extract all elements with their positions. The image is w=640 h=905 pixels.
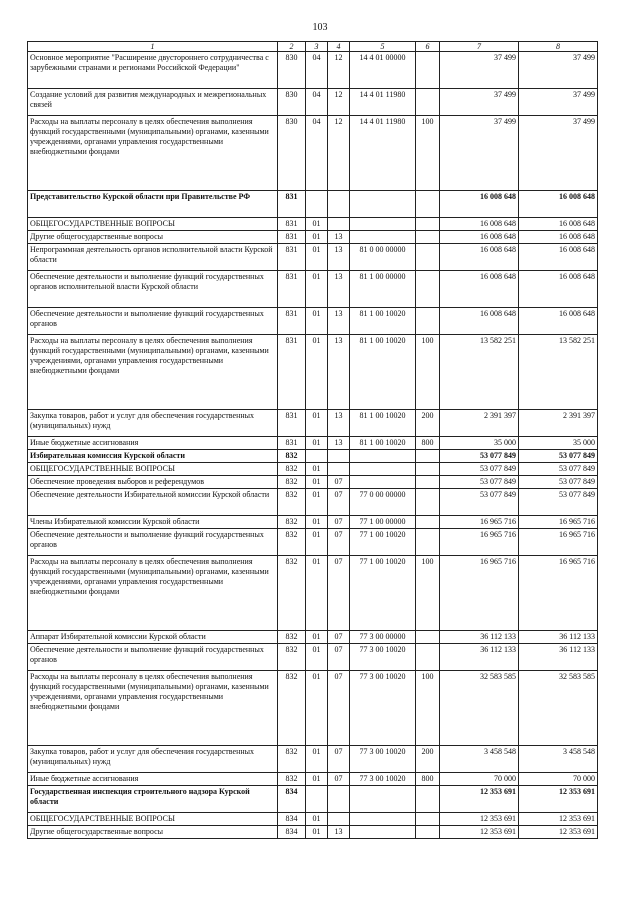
cell-target-item (350, 231, 416, 244)
cell-amount-7: 16 965 716 (440, 529, 519, 556)
cell-target-item: 77 3 00 00000 (350, 631, 416, 644)
table-row (28, 218, 598, 231)
cell-subsection: 13 (328, 308, 350, 335)
table-row (28, 746, 598, 773)
cell-amount-7: 13 582 251 (440, 335, 519, 410)
cell-name: Избирательная комиссия Курской области (28, 450, 278, 463)
cell-subsection: 13 (328, 244, 350, 271)
cell-target-item: 77 1 00 00000 (350, 516, 416, 529)
cell-name: Обеспечение деятельности и выполнение функций государственных органов (28, 308, 278, 335)
cell-name: Обеспечение деятельности и выполнение функций государственных органов (28, 529, 278, 556)
cell-ministry-code: 830 (278, 89, 306, 116)
cell-target-item: 77 3 00 10020 (350, 746, 416, 773)
cell-name: Аппарат Избирательной комиссии Курской области (28, 631, 278, 644)
cell-target-item: 14 4 01 00000 (350, 52, 416, 89)
cell-section: 01 (306, 746, 328, 773)
cell-name: Представительство Курской области при Правительстве РФ (28, 191, 278, 218)
table-row (28, 271, 598, 308)
cell-name: Иные бюджетные ассигнования (28, 437, 278, 450)
cell-ministry-code: 832 (278, 556, 306, 631)
cell-amount-7: 16 008 648 (440, 218, 519, 231)
cell-subsection (328, 786, 350, 813)
cell-amount-8: 12 353 691 (519, 786, 598, 813)
cell-name: Обеспечение деятельности и выполнение функций государственных органов (28, 644, 278, 671)
cell-target-item: 81 1 00 10020 (350, 335, 416, 410)
cell-name: ОБЩЕГОСУДАРСТВЕННЫЕ ВОПРОСЫ (28, 463, 278, 476)
cell-amount-7: 16 965 716 (440, 516, 519, 529)
table-row (28, 529, 598, 556)
cell-expense-type (416, 231, 440, 244)
cell-expense-type (416, 52, 440, 89)
cell-target-item (350, 218, 416, 231)
cell-expense-type: 800 (416, 773, 440, 786)
cell-section: 01 (306, 335, 328, 410)
cell-ministry-code: 832 (278, 746, 306, 773)
cell-amount-8: 36 112 133 (519, 631, 598, 644)
cell-section: 01 (306, 773, 328, 786)
cell-ministry-code: 832 (278, 516, 306, 529)
cell-name: Расходы на выплаты персоналу в целях обеспечения выполнения функций государственными (муниципальными) органами, казенными учреждениями, органами управления государственными внебюджетными фондами (28, 116, 278, 191)
cell-amount-8: 16 008 648 (519, 218, 598, 231)
cell-subsection: 13 (328, 271, 350, 308)
table-row (28, 231, 598, 244)
cell-ministry-code: 832 (278, 489, 306, 516)
table-row (28, 191, 598, 218)
cell-amount-8: 3 458 548 (519, 746, 598, 773)
cell-target-item: 81 1 00 10020 (350, 308, 416, 335)
cell-subsection: 07 (328, 746, 350, 773)
cell-section: 01 (306, 489, 328, 516)
cell-section: 01 (306, 218, 328, 231)
cell-amount-7: 12 353 691 (440, 826, 519, 839)
cell-section: 01 (306, 644, 328, 671)
cell-ministry-code: 831 (278, 271, 306, 308)
cell-expense-type (416, 813, 440, 826)
cell-subsection (328, 463, 350, 476)
cell-section: 04 (306, 89, 328, 116)
cell-expense-type: 100 (416, 556, 440, 631)
cell-subsection: 07 (328, 644, 350, 671)
table-row (28, 450, 598, 463)
cell-amount-7: 12 353 691 (440, 813, 519, 826)
cell-amount-8: 37 499 (519, 52, 598, 89)
cell-name: Расходы на выплаты персоналу в целях обеспечения выполнения функций государственными (муниципальными) органами, казенными учреждениями, органами управления государственными внебюджетными фондами (28, 335, 278, 410)
cell-expense-type: 200 (416, 746, 440, 773)
table-row (28, 476, 598, 489)
cell-section: 01 (306, 516, 328, 529)
cell-subsection (328, 450, 350, 463)
cell-subsection (328, 218, 350, 231)
cell-section: 01 (306, 813, 328, 826)
cell-expense-type: 200 (416, 410, 440, 437)
cell-section: 01 (306, 671, 328, 746)
cell-amount-8: 32 583 585 (519, 671, 598, 746)
cell-ministry-code: 830 (278, 52, 306, 89)
cell-name: Иные бюджетные ассигнования (28, 773, 278, 786)
cell-section: 01 (306, 410, 328, 437)
cell-subsection (328, 191, 350, 218)
cell-ministry-code: 831 (278, 335, 306, 410)
cell-target-item: 77 1 00 10020 (350, 556, 416, 631)
cell-section: 04 (306, 116, 328, 191)
cell-amount-7: 16 008 648 (440, 308, 519, 335)
cell-subsection: 13 (328, 335, 350, 410)
table-row (28, 631, 598, 644)
cell-amount-7: 2 391 397 (440, 410, 519, 437)
cell-amount-7: 53 077 849 (440, 463, 519, 476)
cell-expense-type: 800 (416, 437, 440, 450)
table-row (28, 52, 598, 89)
table-row (28, 308, 598, 335)
cell-section: 01 (306, 437, 328, 450)
cell-expense-type (416, 463, 440, 476)
cell-amount-7: 12 353 691 (440, 786, 519, 813)
cell-amount-7: 16 008 648 (440, 231, 519, 244)
cell-name: Обеспечение деятельности и выполнение функций государственных органов исполнительной власти Курской области (28, 271, 278, 308)
cell-amount-7: 36 112 133 (440, 631, 519, 644)
column-header: 3 (306, 42, 328, 52)
cell-section: 01 (306, 463, 328, 476)
cell-subsection: 07 (328, 671, 350, 746)
column-header: 5 (350, 42, 416, 52)
cell-amount-8: 37 499 (519, 116, 598, 191)
cell-amount-7: 37 499 (440, 52, 519, 89)
cell-target-item: 77 3 00 10020 (350, 671, 416, 746)
cell-amount-7: 16 008 648 (440, 244, 519, 271)
cell-ministry-code: 834 (278, 813, 306, 826)
cell-section: 01 (306, 476, 328, 489)
cell-name: Обеспечение деятельности Избирательной комиссии Курской области (28, 489, 278, 516)
cell-target-item: 81 0 00 00000 (350, 244, 416, 271)
cell-section (306, 786, 328, 813)
cell-name: ОБЩЕГОСУДАРСТВЕННЫЕ ВОПРОСЫ (28, 813, 278, 826)
cell-subsection: 07 (328, 556, 350, 631)
cell-name: Государственная инспекция строительного надзора Курской области (28, 786, 278, 813)
cell-ministry-code: 830 (278, 116, 306, 191)
cell-amount-7: 3 458 548 (440, 746, 519, 773)
cell-subsection: 13 (328, 410, 350, 437)
cell-name: Другие общегосударственные вопросы (28, 826, 278, 839)
table-row (28, 335, 598, 410)
cell-target-item: 77 1 00 10020 (350, 529, 416, 556)
cell-amount-8: 2 391 397 (519, 410, 598, 437)
cell-subsection: 12 (328, 89, 350, 116)
cell-target-item: 14 4 01 11980 (350, 89, 416, 116)
table-row (28, 644, 598, 671)
cell-amount-8: 16 965 716 (519, 516, 598, 529)
cell-amount-7: 16 008 648 (440, 271, 519, 308)
cell-ministry-code: 831 (278, 308, 306, 335)
cell-target-item: 14 4 01 11980 (350, 116, 416, 191)
cell-section: 01 (306, 244, 328, 271)
table-row (28, 671, 598, 746)
table-row (28, 89, 598, 116)
cell-amount-8: 53 077 849 (519, 489, 598, 516)
cell-target-item: 81 1 00 10020 (350, 437, 416, 450)
cell-target-item: 77 0 00 00000 (350, 489, 416, 516)
budget-table (27, 41, 598, 839)
cell-amount-8: 12 353 691 (519, 826, 598, 839)
cell-name: Основное мероприятие "Расширение двустороннего сотрудничества с зарубежными странами и регионами Российской Федерации" (28, 52, 278, 89)
column-header: 1 (28, 42, 278, 52)
cell-subsection: 12 (328, 116, 350, 191)
column-header: 6 (416, 42, 440, 52)
cell-ministry-code: 832 (278, 644, 306, 671)
cell-name: Закупка товаров, работ и услуг для обеспечения государственных (муниципальных) нужд (28, 746, 278, 773)
cell-target-item: 81 1 00 10020 (350, 410, 416, 437)
table-row (28, 463, 598, 476)
table-row (28, 244, 598, 271)
cell-amount-7: 32 583 585 (440, 671, 519, 746)
cell-name: Создание условий для развития международных и межрегиональных связей (28, 89, 278, 116)
cell-expense-type: 100 (416, 671, 440, 746)
cell-subsection: 13 (328, 826, 350, 839)
cell-amount-8: 37 499 (519, 89, 598, 116)
cell-amount-8: 35 000 (519, 437, 598, 450)
cell-target-item (350, 476, 416, 489)
cell-amount-8: 16 008 648 (519, 244, 598, 271)
cell-expense-type (416, 476, 440, 489)
cell-expense-type (416, 516, 440, 529)
cell-expense-type (416, 631, 440, 644)
cell-section: 01 (306, 631, 328, 644)
cell-expense-type (416, 271, 440, 308)
cell-target-item (350, 826, 416, 839)
cell-amount-8: 36 112 133 (519, 644, 598, 671)
cell-amount-8: 53 077 849 (519, 463, 598, 476)
table-row (28, 773, 598, 786)
cell-subsection: 07 (328, 476, 350, 489)
table-row (28, 437, 598, 450)
cell-subsection: 07 (328, 631, 350, 644)
cell-amount-8: 16 008 648 (519, 271, 598, 308)
table-row (28, 410, 598, 437)
cell-target-item (350, 813, 416, 826)
header-row (28, 42, 598, 52)
cell-target-item (350, 786, 416, 813)
cell-name: Непрограммная деятельность органов исполнительной власти Курской области (28, 244, 278, 271)
cell-section (306, 450, 328, 463)
cell-amount-8: 12 353 691 (519, 813, 598, 826)
column-header: 8 (519, 42, 598, 52)
cell-expense-type: 100 (416, 116, 440, 191)
cell-amount-8: 70 000 (519, 773, 598, 786)
cell-ministry-code: 832 (278, 671, 306, 746)
cell-expense-type (416, 489, 440, 516)
cell-section: 01 (306, 308, 328, 335)
cell-ministry-code: 831 (278, 437, 306, 450)
cell-expense-type (416, 529, 440, 556)
cell-amount-8: 53 077 849 (519, 476, 598, 489)
cell-section: 01 (306, 231, 328, 244)
cell-amount-8: 16 008 648 (519, 191, 598, 218)
cell-name: Расходы на выплаты персоналу в целях обеспечения выполнения функций государственными (муниципальными) органами, казенными учреждениями, органами управления государственными внебюджетными фондами (28, 556, 278, 631)
cell-name: Расходы на выплаты персоналу в целях обеспечения выполнения функций государственными (муниципальными) органами, казенными учреждениями, органами управления государственными внебюджетными фондами (28, 671, 278, 746)
cell-amount-8: 16 965 716 (519, 556, 598, 631)
cell-amount-7: 53 077 849 (440, 489, 519, 516)
cell-expense-type (416, 191, 440, 218)
cell-target-item (350, 463, 416, 476)
cell-amount-8: 16 008 648 (519, 308, 598, 335)
cell-ministry-code: 831 (278, 410, 306, 437)
cell-ministry-code: 834 (278, 826, 306, 839)
cell-expense-type (416, 308, 440, 335)
column-header: 7 (440, 42, 519, 52)
cell-amount-7: 16 008 648 (440, 191, 519, 218)
cell-amount-7: 37 499 (440, 89, 519, 116)
cell-expense-type (416, 244, 440, 271)
cell-expense-type (416, 89, 440, 116)
table-row (28, 786, 598, 813)
cell-amount-7: 53 077 849 (440, 450, 519, 463)
cell-amount-7: 70 000 (440, 773, 519, 786)
cell-expense-type (416, 644, 440, 671)
cell-subsection: 07 (328, 529, 350, 556)
cell-section: 01 (306, 271, 328, 308)
cell-subsection: 07 (328, 516, 350, 529)
cell-name: ОБЩЕГОСУДАРСТВЕННЫЕ ВОПРОСЫ (28, 218, 278, 231)
cell-ministry-code: 831 (278, 244, 306, 271)
cell-section (306, 191, 328, 218)
cell-subsection: 13 (328, 437, 350, 450)
cell-ministry-code: 831 (278, 231, 306, 244)
cell-expense-type (416, 826, 440, 839)
cell-amount-7: 35 000 (440, 437, 519, 450)
cell-target-item: 77 3 00 10020 (350, 644, 416, 671)
cell-ministry-code: 832 (278, 476, 306, 489)
column-header: 2 (278, 42, 306, 52)
cell-expense-type (416, 218, 440, 231)
cell-amount-7: 37 499 (440, 116, 519, 191)
table-row (28, 813, 598, 826)
cell-target-item: 81 1 00 00000 (350, 271, 416, 308)
cell-name: Обеспечение проведения выборов и референдумов (28, 476, 278, 489)
table-row (28, 516, 598, 529)
cell-amount-7: 53 077 849 (440, 476, 519, 489)
cell-target-item (350, 450, 416, 463)
cell-subsection: 13 (328, 231, 350, 244)
cell-target-item (350, 191, 416, 218)
page-number: 103 (312, 22, 328, 33)
cell-section: 01 (306, 826, 328, 839)
table-row (28, 116, 598, 191)
cell-section: 01 (306, 556, 328, 631)
cell-subsection: 07 (328, 773, 350, 786)
cell-ministry-code: 832 (278, 631, 306, 644)
cell-target-item: 77 3 00 10020 (350, 773, 416, 786)
cell-section: 01 (306, 529, 328, 556)
cell-ministry-code: 834 (278, 786, 306, 813)
cell-subsection: 12 (328, 52, 350, 89)
cell-expense-type: 100 (416, 335, 440, 410)
cell-amount-8: 16 965 716 (519, 529, 598, 556)
cell-amount-7: 16 965 716 (440, 556, 519, 631)
cell-ministry-code: 831 (278, 191, 306, 218)
cell-name: Другие общегосударственные вопросы (28, 231, 278, 244)
cell-name: Закупка товаров, работ и услуг для обеспечения государственных (муниципальных) нужд (28, 410, 278, 437)
table-row (28, 826, 598, 839)
cell-amount-8: 16 008 648 (519, 231, 598, 244)
cell-amount-7: 36 112 133 (440, 644, 519, 671)
column-header: 4 (328, 42, 350, 52)
cell-amount-8: 53 077 849 (519, 450, 598, 463)
cell-name: Члены Избирательной комиссии Курской области (28, 516, 278, 529)
cell-ministry-code: 831 (278, 218, 306, 231)
table-row (28, 556, 598, 631)
cell-amount-8: 13 582 251 (519, 335, 598, 410)
cell-subsection (328, 813, 350, 826)
table-row (28, 489, 598, 516)
cell-subsection: 07 (328, 489, 350, 516)
cell-ministry-code: 832 (278, 463, 306, 476)
cell-expense-type (416, 786, 440, 813)
cell-ministry-code: 832 (278, 529, 306, 556)
cell-expense-type (416, 450, 440, 463)
cell-ministry-code: 832 (278, 450, 306, 463)
cell-section: 04 (306, 52, 328, 89)
cell-ministry-code: 832 (278, 773, 306, 786)
